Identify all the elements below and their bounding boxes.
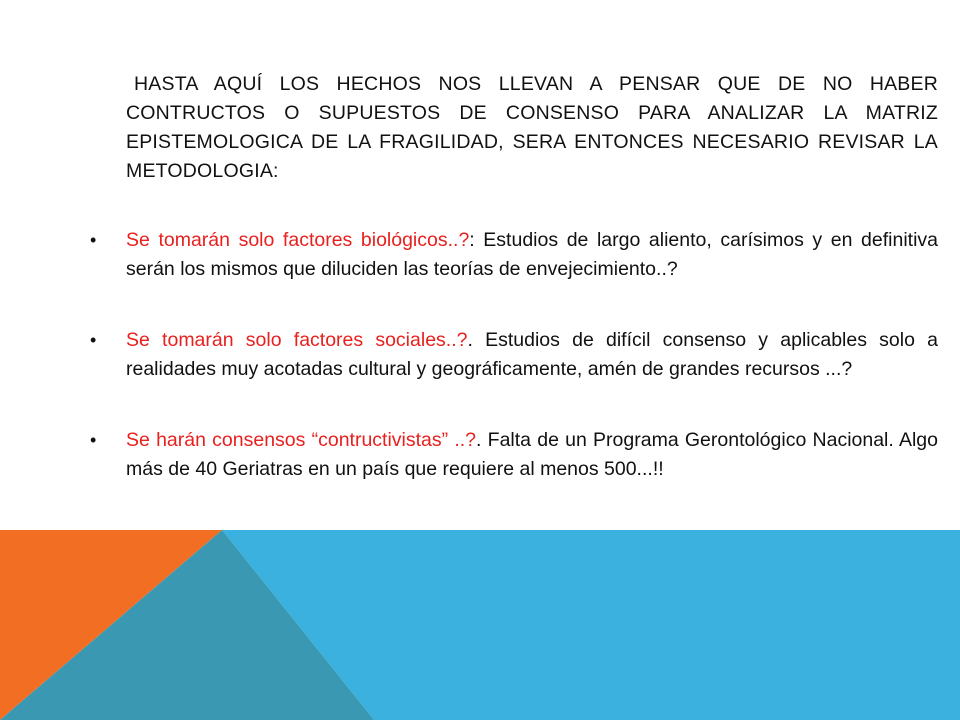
bullet-lead-text: Se tomarán solo factores sociales..? (126, 329, 468, 351)
bullet-icon: • (90, 330, 97, 350)
bullet-body-text: . Falta de un Programa Gerontológico Nacional. Algo más de 40 Geriatras en un país que requiere al menos 500...!! (126, 429, 938, 480)
bullet-icon: • (90, 230, 97, 250)
bullet-item-biologicos (90, 226, 938, 284)
slide-content (90, 70, 939, 526)
bullet-body-text: : Estudios de largo aliento, carísimos y en definitiva serán los mismos que diluciden las teorías de envejecimiento..? (126, 229, 938, 280)
bullet-body-text: . Estudios de difícil consenso y aplicables solo a realidades muy acotadas cultural y geográficamente, amén de grandes recursos ...? (126, 329, 939, 380)
bullet-lead-text: Se tomarán solo factores biológicos..? (126, 229, 470, 251)
bullet-lead-text: Se harán consensos “contructivistas” ..? (126, 429, 477, 451)
intro-paragraph: HASTA AQUÍ LOS HECHOS NOS LLEVAN A PENSAR QUE DE NO HABER CONTRUCTOS O SUPUESTOS DE CONSENSO PARA ANALIZAR LA MATRIZ EPISTEMOLOGICA DE LA FRAGILIDAD, SERA ENTONCES NECESARIO REVISAR LA METODOLOGIA: (126, 73, 938, 182)
bullet-item-sociales (90, 326, 939, 384)
bullet-icon: • (90, 430, 97, 450)
bullet-item-consensos (90, 426, 938, 484)
bullet-list (90, 226, 939, 484)
